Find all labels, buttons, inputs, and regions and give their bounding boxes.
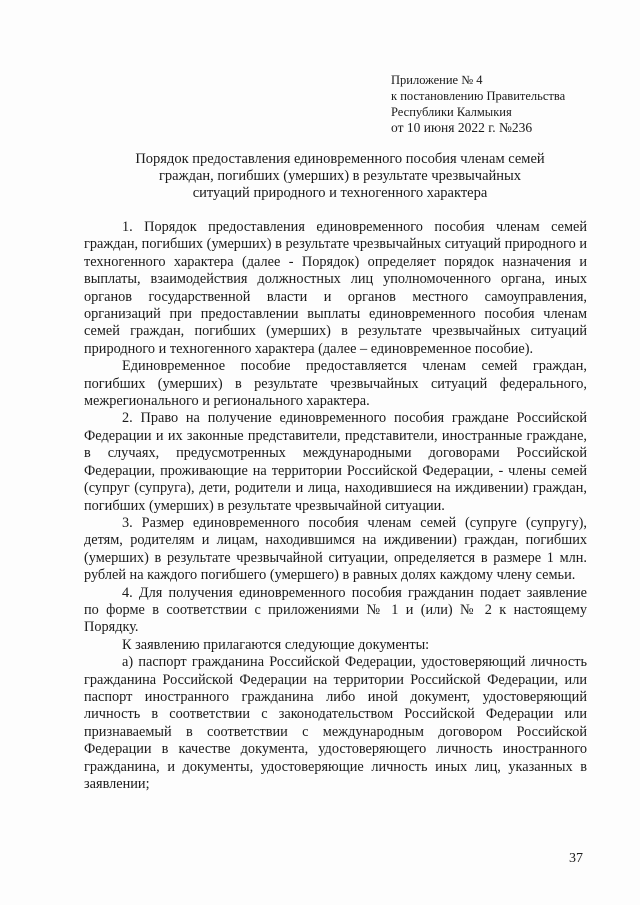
- documents-intro: К заявлению прилагаются следующие документы:: [122, 636, 430, 653]
- title-line: ситуаций природного и техногенного характера: [192, 185, 488, 201]
- document-title: [80, 151, 600, 202]
- appendix-line: Приложение № 4: [391, 73, 483, 87]
- appendix-line: Республики Калмыкия: [391, 105, 512, 119]
- paragraph-2: 2. Право на получение единовременного пособия граждане Российской Федерации и их законные представители, представители, иностранные граждане, в случаях, предусмотренных международными договорами Российской Федерации, проживающие на территории Российской Федерации, - члены семей (супруг (супруга), дети, родители и лица, находившиеся на иждивении) граждан, погибших (умерших) в результате чрезвычайной ситуации.: [84, 410, 587, 514]
- page-number: 37: [569, 851, 583, 866]
- title-line: граждан, погибших (умерших) в результате чрезвычайных: [158, 168, 522, 184]
- appendix-header: [391, 72, 611, 136]
- title-line: Порядок предоставления единовременного пособия членам семей: [135, 151, 545, 167]
- paragraph-1-continued: Единовременное пособие предоставляется членам семей граждан, погибших (умерших) в результате чрезвычайных ситуаций федерального, межрегионального и регионального характера.: [84, 358, 587, 410]
- documents-item-a: а) паспорт гражданина Российской Федерации, удостоверяющий личность гражданина Российской Федерации на территории Российской Федерации, или паспорт иностранного гражданина либо иной документ, удостоверяющий личность в соответствии с законодательством Российской Федерации или признаваемый в соответствии с международным договором Российской Федерации в качестве документа, удостоверяющего личность иностранного гражданина, и документы, удостоверяющие личность иных лиц, указанных в заявлении;: [84, 654, 587, 792]
- paragraph-4: 4. Для получения единовременного пособия гражданин подает заявление по форме в соответствии с приложениями № 1 и (или) № 2 к настоящему Порядку.: [84, 584, 587, 636]
- paragraph-1: 1. Порядок предоставления единовременного пособия членам семей граждан, погибших (умерших) в результате чрезвычайных ситуаций природного и техногенного характера (далее - Порядок) определяет порядок назначения и выплаты, взаимодействия должностных лиц уполномоченного органа, иных органов государственной власти и органов местного самоуправления, организаций при предоставлении выплаты единовременного пособия членам семей граждан, погибших (умерших) в результате чрезвычайных ситуаций природного и техногенного характера (далее – единовременное пособие).: [84, 219, 587, 357]
- appendix-date: от 10 июня 2022 г. №236: [391, 120, 533, 135]
- document-body: [84, 219, 587, 793]
- appendix-line: к постановлению Правительства: [391, 89, 566, 103]
- paragraph-3: 3. Размер единовременного пособия членам семей (супруге (супругу), детям, родителям и лицам, находившимся на иждивении) граждан, погибших (умерших) в результате чрезвычайной ситуации, определяется в размере 1 млн. рублей на каждого погибшего (умершего) в равных долях каждому члену семьи.: [84, 514, 587, 584]
